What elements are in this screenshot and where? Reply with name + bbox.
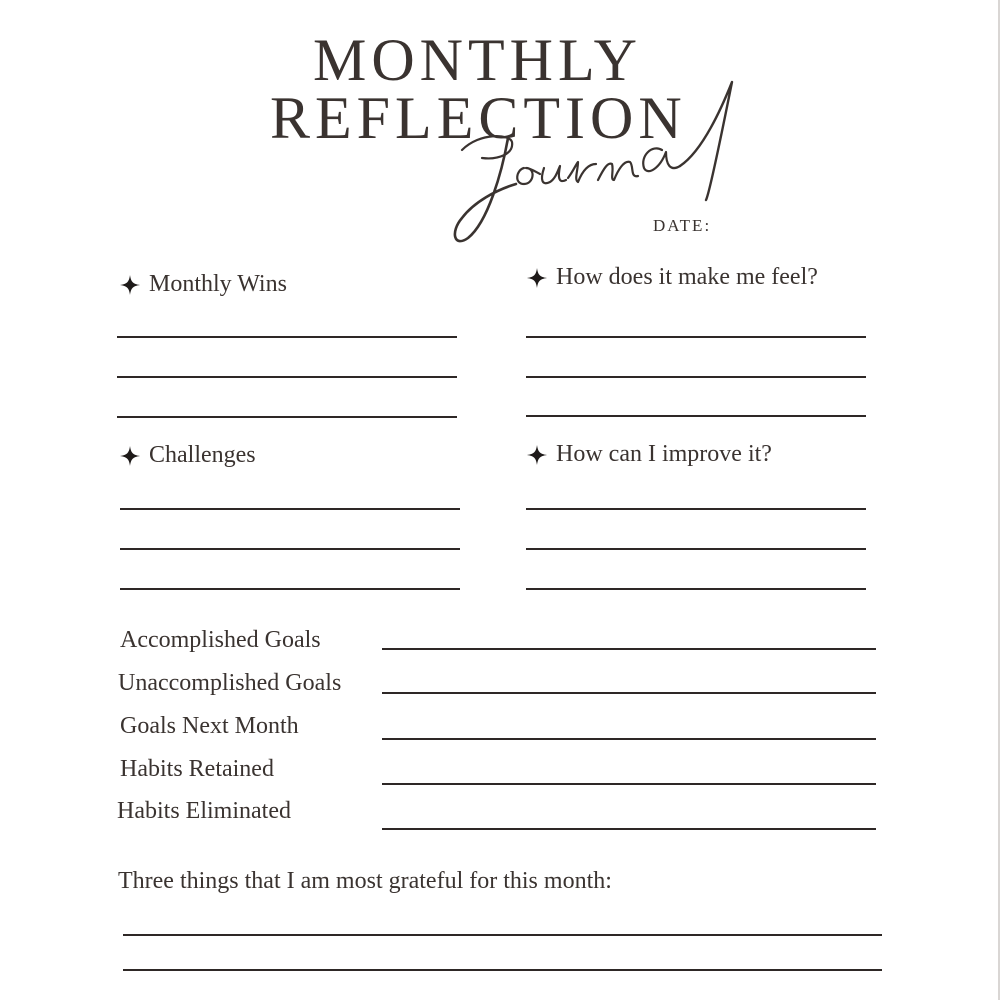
habits-eliminated-label: Habits Eliminated bbox=[117, 798, 291, 824]
monthly-wins-line-2[interactable] bbox=[117, 376, 457, 378]
improve-line-1[interactable] bbox=[526, 508, 866, 510]
prompt-feel-label: How does it make me feel? bbox=[556, 264, 818, 290]
goals-next-month-label: Goals Next Month bbox=[120, 713, 299, 739]
feel-line-1[interactable] bbox=[526, 336, 866, 338]
prompt-improve bbox=[527, 441, 772, 468]
unaccomplished-goals-line[interactable] bbox=[382, 692, 876, 694]
unaccomplished-goals-label: Unaccomplished Goals bbox=[118, 670, 342, 696]
four-point-star-icon bbox=[527, 445, 547, 465]
gratitude-line-2[interactable] bbox=[123, 969, 882, 971]
prompt-monthly-wins-label: Monthly Wins bbox=[149, 271, 287, 297]
feel-line-3[interactable] bbox=[526, 415, 866, 417]
prompt-challenges-label: Challenges bbox=[149, 442, 256, 468]
prompt-monthly-wins bbox=[120, 271, 287, 298]
four-point-star-icon bbox=[527, 268, 547, 288]
prompt-feel bbox=[527, 264, 818, 291]
challenges-line-1[interactable] bbox=[120, 508, 460, 510]
accomplished-goals-line[interactable] bbox=[382, 648, 876, 650]
challenges-line-2[interactable] bbox=[120, 548, 460, 550]
habits-eliminated-line[interactable] bbox=[382, 828, 876, 830]
monthly-wins-line-3[interactable] bbox=[117, 416, 457, 418]
date-label: DATE: bbox=[653, 216, 712, 235]
improve-line-2[interactable] bbox=[526, 548, 866, 550]
four-point-star-icon bbox=[120, 446, 140, 466]
accomplished-goals-label: Accomplished Goals bbox=[120, 627, 321, 653]
habits-retained-line[interactable] bbox=[382, 783, 876, 785]
habits-retained-label: Habits Retained bbox=[120, 756, 274, 782]
four-point-star-icon bbox=[120, 275, 140, 295]
goals-next-month-line[interactable] bbox=[382, 738, 876, 740]
prompt-challenges bbox=[120, 442, 256, 469]
challenges-line-3[interactable] bbox=[120, 588, 460, 590]
title-reflection: REFLECTION bbox=[270, 85, 687, 151]
title-monthly: MONTHLY bbox=[313, 27, 642, 93]
prompt-improve-label: How can I improve it? bbox=[556, 441, 772, 467]
improve-line-3[interactable] bbox=[526, 588, 866, 590]
gratitude-line-1[interactable] bbox=[123, 934, 882, 936]
gratitude-prompt: Three things that I am most grateful for this month: bbox=[118, 868, 612, 894]
monthly-wins-line-1[interactable] bbox=[117, 336, 457, 338]
feel-line-2[interactable] bbox=[526, 376, 866, 378]
